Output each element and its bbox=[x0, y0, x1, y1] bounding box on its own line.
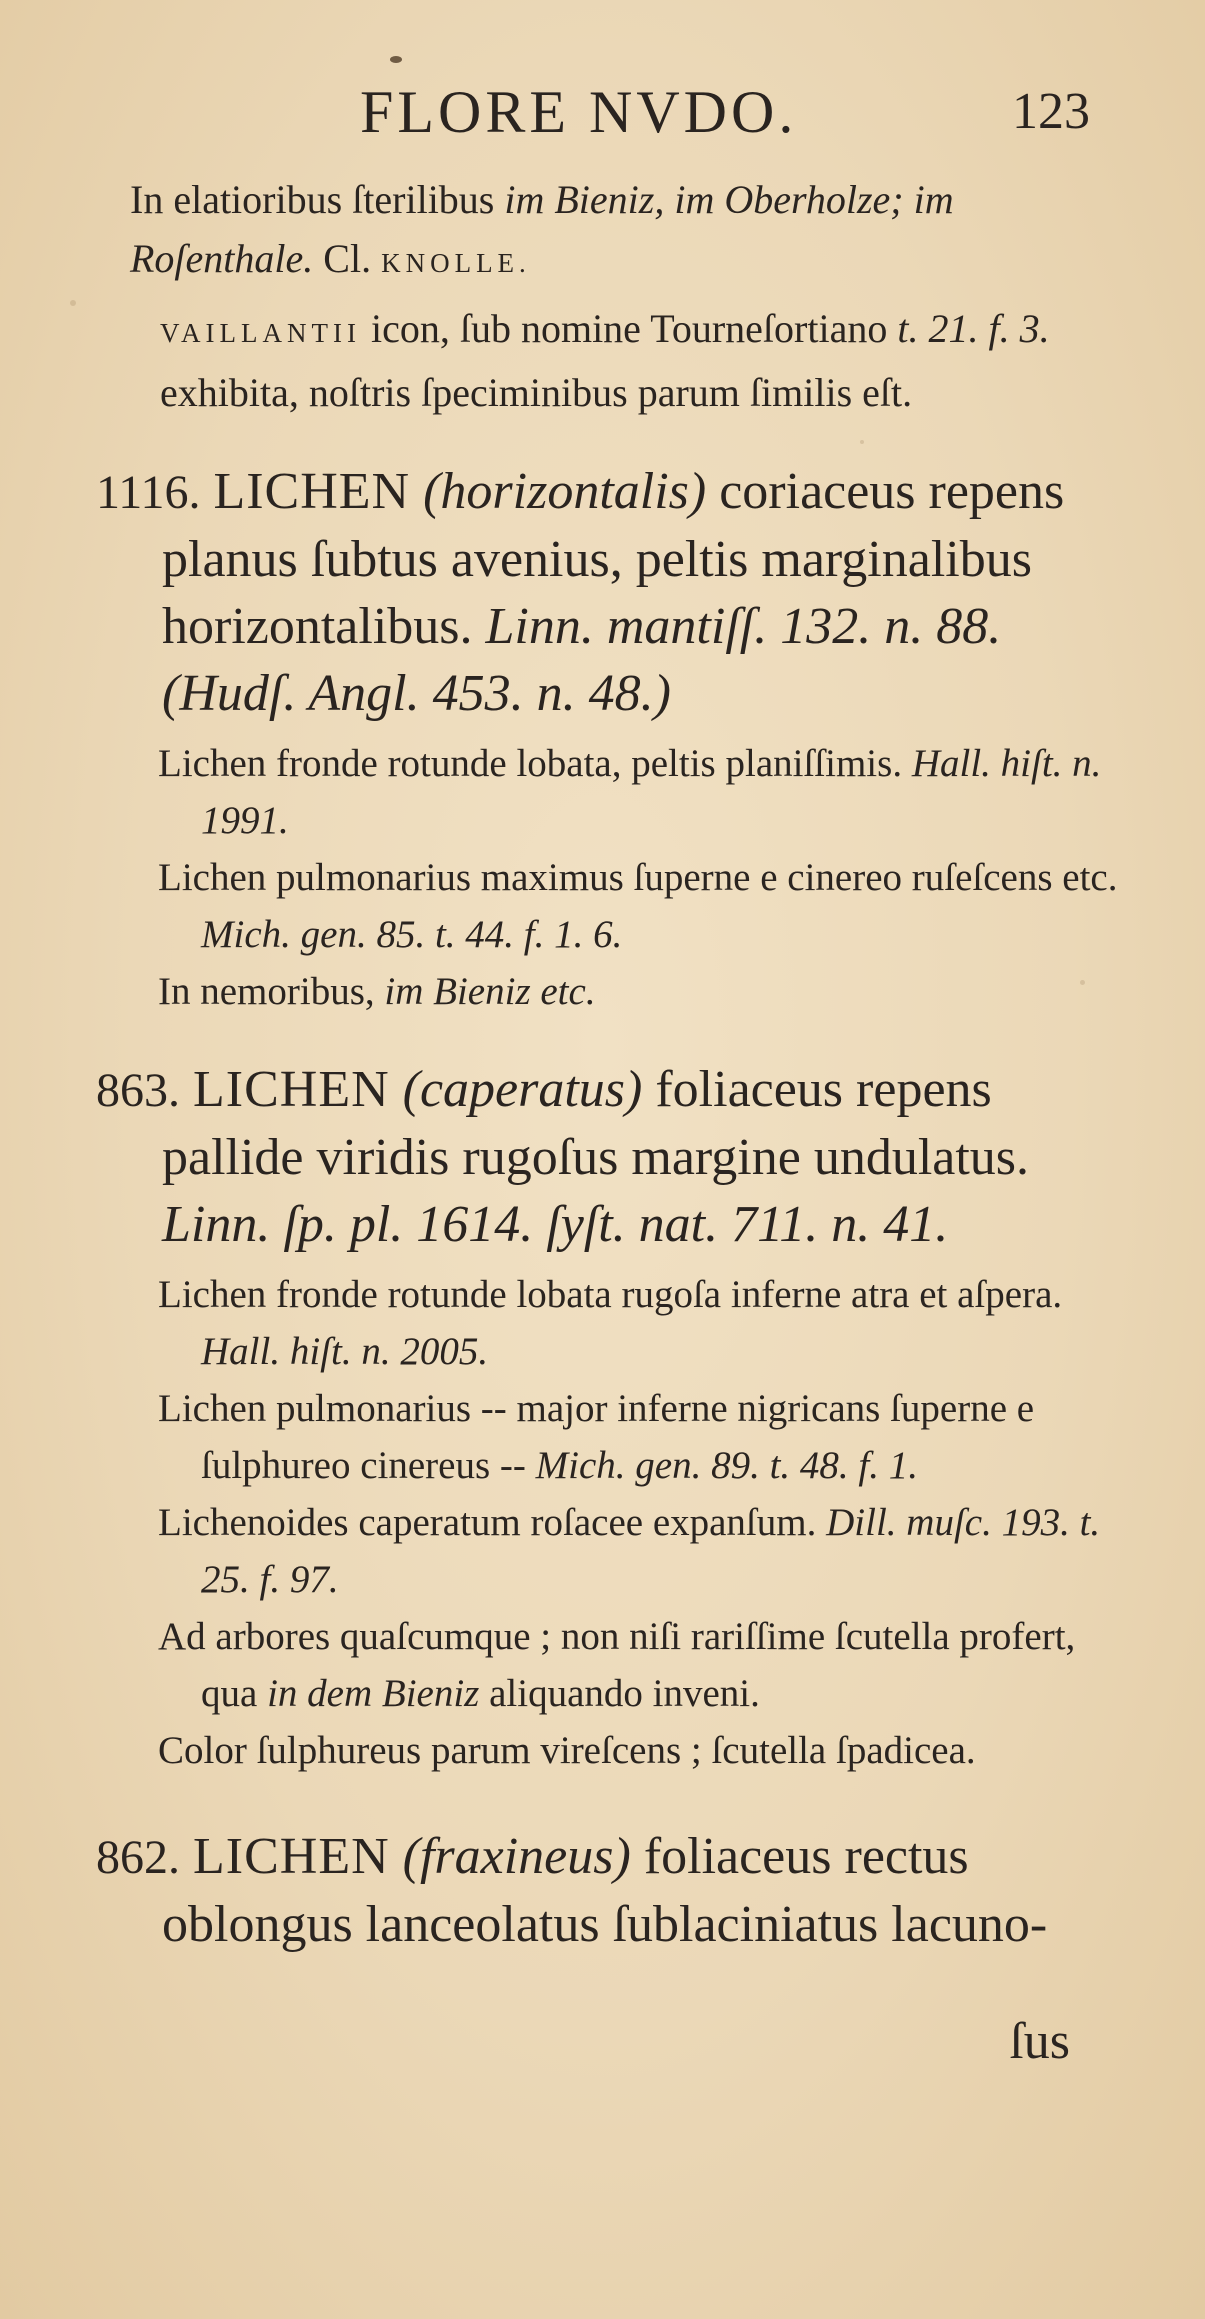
diagnosis: coriaceus repens planus ſubtus avenius, peltis marginalibus horizontalibus. bbox=[162, 463, 1065, 655]
genus-name: LICHEN bbox=[213, 463, 411, 520]
text: exhibita, noſtris ſpeciminibus parum ſimilis eſt. bbox=[160, 370, 913, 415]
text: Color ſulphureus parum vireſcens ; ſcutella ſpadicea. bbox=[158, 1729, 976, 1772]
locality: in dem Bieniz bbox=[267, 1672, 480, 1715]
genus-name: LICHEN bbox=[193, 1828, 390, 1885]
text: Lichenoides caperatum roſacee expanſum. bbox=[158, 1501, 827, 1544]
author-name: VAILLANTII bbox=[160, 318, 361, 348]
species-entry bbox=[96, 1823, 1130, 1958]
synonym bbox=[130, 735, 1130, 849]
note bbox=[130, 1722, 1130, 1779]
species-entry bbox=[96, 1056, 1130, 1258]
locality: im Bieniz etc. bbox=[384, 970, 596, 1013]
page-body bbox=[96, 170, 1130, 2126]
synonym bbox=[130, 1380, 1130, 1494]
page-number: 123 bbox=[1012, 83, 1090, 140]
citation: Mich. gen. 89. t. 48. f. 1. bbox=[535, 1444, 918, 1487]
running-title: FLORE NVDO. bbox=[360, 79, 798, 145]
habitat bbox=[130, 963, 1130, 1020]
citation: Dill. muſc. 193. t. 25. f. 97. bbox=[201, 1501, 1101, 1601]
citation: t. 21. f. 3. bbox=[897, 306, 1050, 351]
entry-number: 863. bbox=[96, 1064, 180, 1117]
text: Lichen pulmonarius maximus ſuperne e cinereo ruſeſcens etc. bbox=[158, 856, 1118, 899]
text: icon, ſub nomine Tourneſortiano bbox=[360, 306, 898, 351]
paper-speck bbox=[70, 300, 76, 306]
genus-name: LICHEN bbox=[193, 1061, 390, 1118]
synonym bbox=[130, 1494, 1130, 1608]
ink-blot bbox=[390, 56, 402, 63]
page-header bbox=[0, 78, 1205, 148]
citation: Hall. hiſt. n. 2005. bbox=[201, 1330, 489, 1373]
author-name: KNOLLE. bbox=[381, 248, 531, 278]
entry-number: 862. bbox=[96, 1831, 180, 1884]
text: Lichen pulmonarius -- major inferne nigricans ſuperne e ſulphureo cinereus -- bbox=[158, 1387, 1035, 1487]
intro-paragraph bbox=[130, 299, 1130, 422]
synonym bbox=[130, 849, 1130, 963]
text: Lichen fronde rotunde lobata, peltis planiſſimis. bbox=[158, 742, 912, 785]
citation: Hall. hiſt. n. 1991. bbox=[201, 742, 1102, 842]
habitat bbox=[130, 1608, 1130, 1722]
intro-paragraph bbox=[130, 170, 1130, 293]
text: Lichen fronde rotunde lobata rugoſa inferne atra et aſpera. bbox=[158, 1273, 1063, 1316]
diagnosis: foliaceus rectus oblongus lanceolatus ſublaciniatus lacuno- bbox=[162, 1828, 1048, 1953]
species-name: (horizontalis) bbox=[423, 463, 707, 520]
species-name: (caperatus) bbox=[402, 1061, 643, 1118]
locality: im Bieniz, im Oberholze; im Roſenthale. bbox=[130, 177, 954, 281]
species-entry bbox=[96, 458, 1130, 727]
citation: Linn. mantiſſ. 132. n. 88. (Hudſ. Angl. 453. n. 48.) bbox=[162, 598, 1002, 722]
text: aliquando inveni. bbox=[479, 1672, 760, 1715]
text: Cl. bbox=[313, 236, 382, 281]
diagnosis: foliaceus repens pallide viridis rugoſus margine undulatus. bbox=[162, 1061, 1030, 1186]
synonym bbox=[130, 1266, 1130, 1380]
species-name: (fraxineus) bbox=[402, 1828, 631, 1885]
citation: Mich. gen. 85. t. 44. f. 1. 6. bbox=[201, 913, 623, 956]
entry-number: 1116. bbox=[96, 466, 201, 519]
citation: Linn. ſp. pl. 1614. ſyſt. nat. 711. n. 41. bbox=[162, 1196, 949, 1253]
text: In nemoribus, bbox=[158, 970, 385, 1013]
text: In elatioribus ſterilibus bbox=[130, 177, 505, 222]
text: Ad arbores quaſcumque ; non niſi rariſſime ſcutella profert, qua bbox=[158, 1615, 1076, 1715]
catchword: ſus bbox=[1009, 2013, 1070, 2070]
